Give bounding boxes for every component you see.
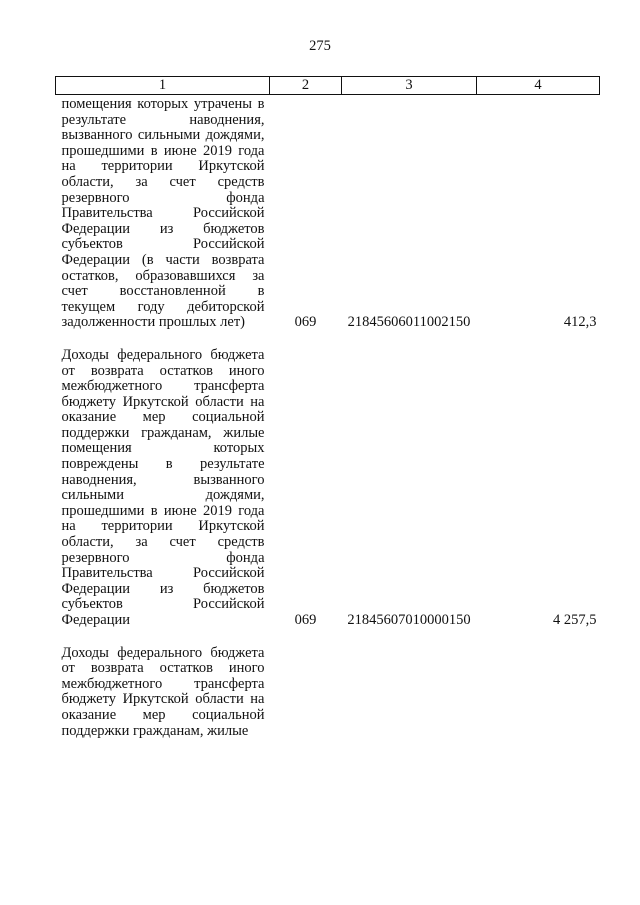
- row-spacer: [56, 629, 600, 646]
- column-header-4: 4: [477, 77, 600, 95]
- page-number: 275: [309, 38, 331, 54]
- row-admin-code: 069: [294, 314, 317, 331]
- table-row: [56, 348, 600, 629]
- row-description: помещения которых утрачены в результате наводнения, вызванного сильными дождями, прошедшими в июне 2019 года на территории Иркутской области, за счет средств резервного фонда Правительства Российской Федерации из бюджетов субъектов Российской Федерации (в части возврата остатков, образовавшихся за счет восстановленной в текущем году дебиторской задолженности прошлых лет): [61, 96, 265, 331]
- row-admin-code: 069: [294, 612, 317, 628]
- row-budget-code: 21845607010000150: [347, 612, 471, 628]
- row-description: Доходы федерального бюджета от возврата остатков иного межбюджетного трансферта бюджету Иркутской области на оказание мер социальной поддержки гражданам, жилые помещения которых повреждены в результате наводнения, вызванного сильными дождями, прошедшими в июне 2019 года на территории Иркутской области, за счет средств резервного фонда Правительства Российской Федерации из бюджетов субъектов Российской Федерации: [61, 346, 265, 628]
- row-budget-code: [342, 646, 477, 740]
- column-header-3: 3: [342, 77, 477, 95]
- budget-table: [55, 76, 600, 739]
- row-admin-code: [270, 646, 342, 740]
- column-header-2: 2: [270, 77, 342, 95]
- row-amount: [477, 646, 600, 740]
- row-amount: 412,3: [563, 314, 597, 331]
- row-description: Доходы федерального бюджета от возврата остатков иного межбюджетного трансферта бюджету Иркутской области на оказание мер социальной поддержки гражданам, жилые: [61, 644, 265, 739]
- table-row: [56, 95, 600, 331]
- row-budget-code: 21845606011002150: [347, 314, 471, 331]
- row-amount: 4 257,5: [553, 612, 597, 628]
- table-row: [56, 646, 600, 740]
- table-header-row: [56, 77, 600, 95]
- column-header-1: 1: [56, 77, 270, 95]
- row-spacer: [56, 331, 600, 348]
